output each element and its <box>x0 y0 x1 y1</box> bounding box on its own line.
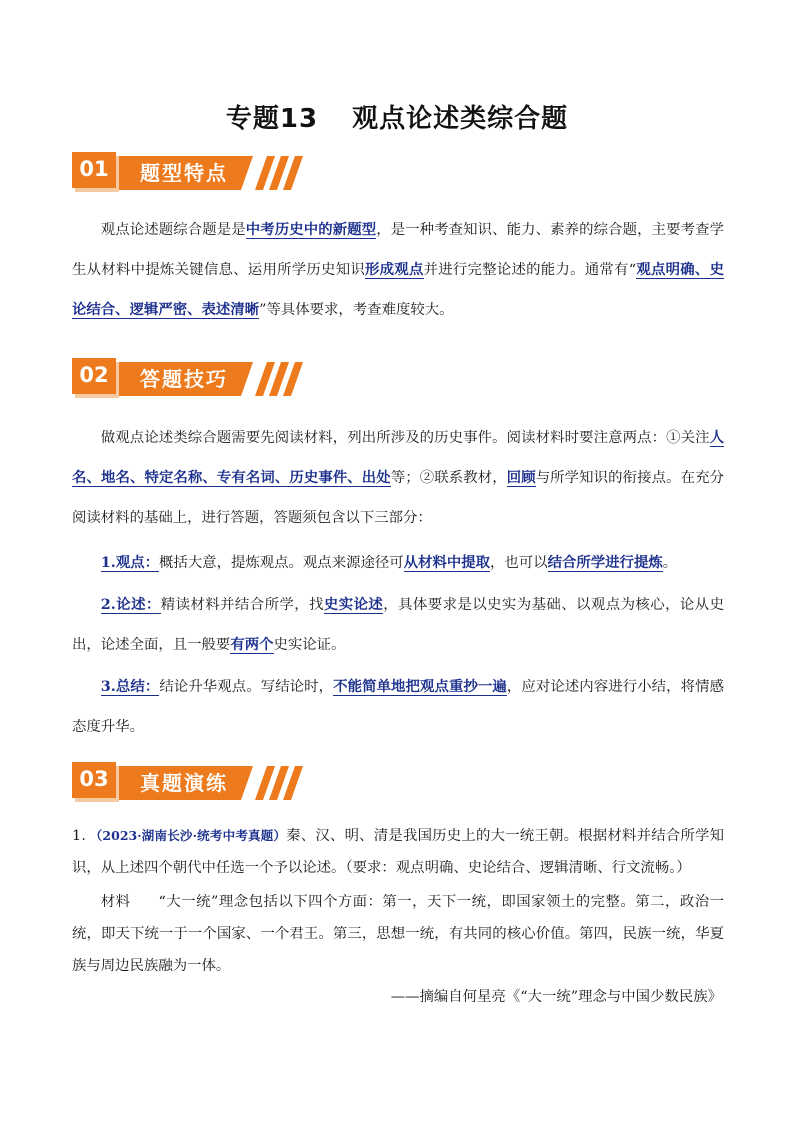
skills-paragraph: 做观点论述类综合题需要先阅读材料，列出所涉及的历史事件。阅读材料时要注意两点：①关注人名、地名、特定名称、专有名词、历史事件、出处等；②联系教材，回顾与所学知识的衔接点。在充分阅读材料的基础上，进行答题，答题须包含以下三部分： <box>72 429 724 526</box>
section-title: 答题技巧 <box>140 367 228 391</box>
section-title: 真题演练 <box>140 771 228 795</box>
section-number: 03 <box>72 762 116 798</box>
highlight-text: 从材料中提取 <box>403 554 491 571</box>
highlight-text: 人名、地名、特定名称、专有名词、历史事件、出处 <box>72 429 724 486</box>
material-citation: ——摘编自何星亮《“大一统”理念与中国少数民族》 <box>390 989 722 1005</box>
material-label: 材料 <box>100 894 131 910</box>
question-stem: 1．（2023·湖南长沙·统考中考真题）秦、汉、明、清是我国历史上的大一统王朝。根据材料并结合所学知识，从上述四个朝代中任选一个予以论述。（要求：观点明确、史论结合、逻辑清晰、行文流畅。） <box>72 828 724 876</box>
question-number: 1． <box>72 828 96 844</box>
intro-paragraph: 观点论述题综合题是是中考历史中的新题型，是一种考查知识、能力、素养的综合题，主要考查学生从材料中提炼关键信息、运用所学历史知识形成观点并进行完整论述的能力。通常有“观点明确、史论结合、逻辑严密、表述清晰”等具体要求，考查难度较大。 <box>72 221 724 318</box>
section-header-01 <box>72 152 272 192</box>
point-summary: 3.总结：结论升华观点。写结论时，不能简单地把观点重抄一遍，应对论述内容进行小结，将情感态度升华。 <box>72 678 724 735</box>
highlight-text: 结合所学进行提炼 <box>547 554 663 571</box>
highlight-text: 中考历史中的新题型 <box>245 221 377 238</box>
highlight-text: 形成观点 <box>365 261 424 278</box>
page-title: 专题13 观点论述类综合题 <box>225 104 569 134</box>
highlight-text: 回顾 <box>506 469 536 486</box>
highlight-text: 史实论述 <box>323 596 384 613</box>
section-header-02 <box>72 358 272 398</box>
question-source: （2023·湖南长沙·统考中考真题） <box>95 828 287 843</box>
point-label: 3.总结： <box>100 678 160 695</box>
section-title: 题型特点 <box>140 161 228 185</box>
material-paragraph: 材料 “大一统”理念包括以下四个方面：第一，天下一统，即国家领土的完整。第二，政治一统，即天下统一于一个国家、一个君王。第三，思想一统，有共同的核心价值。第四，民族一统，华夏族与周边民族融为一体。 <box>72 894 724 974</box>
highlight-text: 不能简单地把观点重抄一遍 <box>333 678 507 695</box>
point-argument: 2.论述：精读材料并结合所学，找史实论述，具体要求是以史实为基础、以观点为核心，论从史出，论述全面，且一般要有两个史实论证。 <box>72 596 724 653</box>
highlight-text: 有两个 <box>230 636 274 653</box>
section-number: 02 <box>72 358 116 394</box>
point-label: 1.观点： <box>100 554 159 571</box>
highlight-text: 观点明确、史论结合、逻辑严密、表述清晰 <box>72 261 724 318</box>
point-label: 2.论述： <box>100 596 161 613</box>
section-header-03 <box>72 762 272 802</box>
section-number: 01 <box>72 152 116 188</box>
point-viewpoint: 1.观点：概括大意，提炼观点。观点来源途径可从材料中提取，也可以结合所学进行提炼。 <box>100 554 678 571</box>
